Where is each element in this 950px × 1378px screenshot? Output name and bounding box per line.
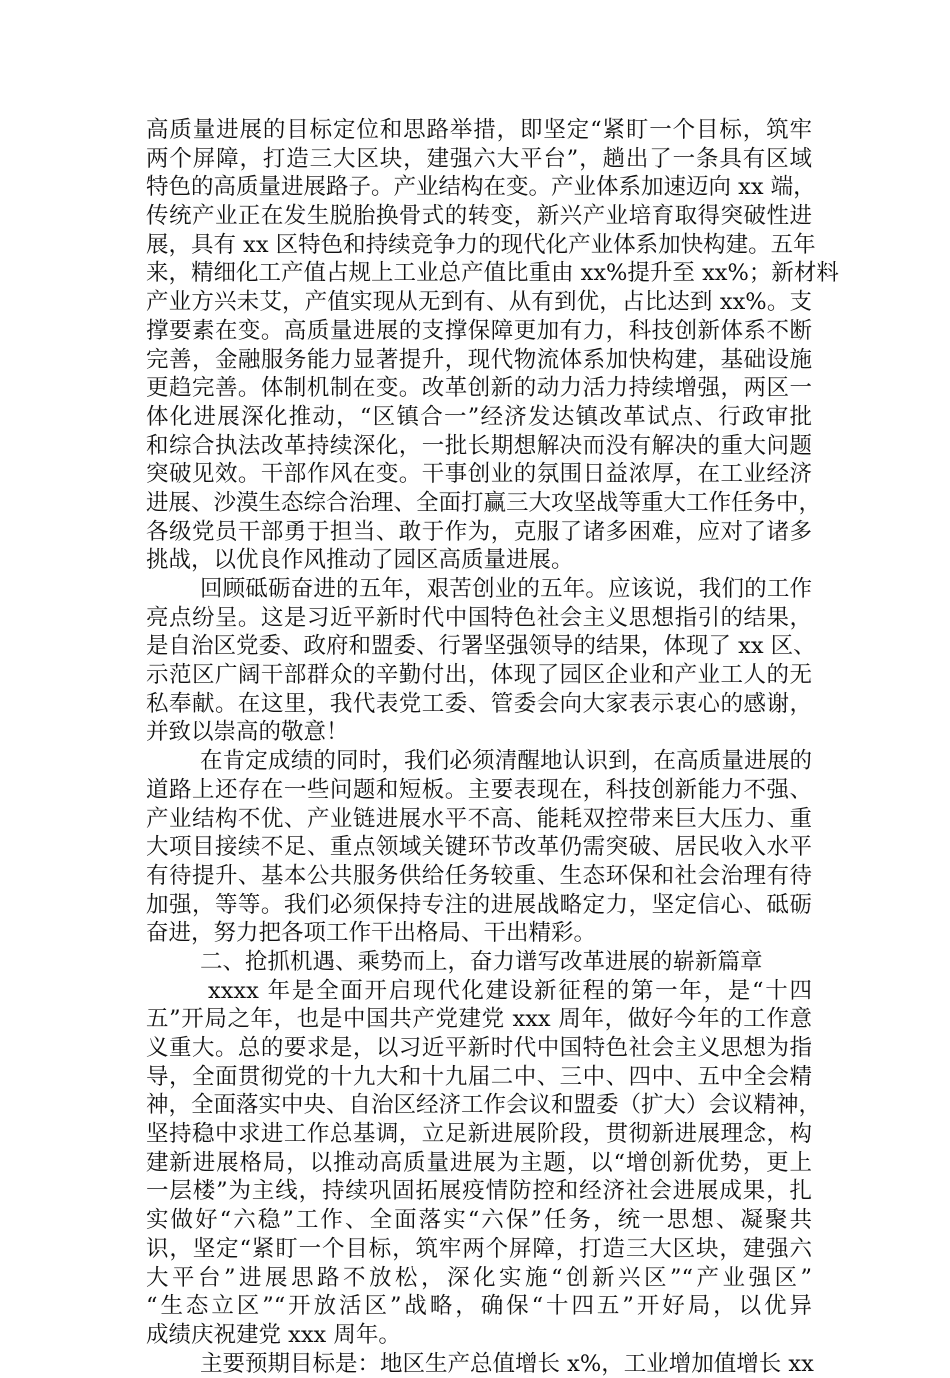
text-line: 产业结构不优、产业链进展水平不高、能耗双控带来巨大压力、重	[146, 805, 812, 832]
text-line: 两个屏障，打造三大区块，建强六大平台”，趟出了一条具有区域	[146, 145, 812, 172]
text-line: 展，具有 xx 区特色和持续竞争力的现代化产业体系加快构建。五年	[146, 231, 816, 258]
document-body	[146, 116, 839, 1378]
text-line: 是自治区党委、政府和盟委、行署坚强领导的结果，体现了 xx 区、	[146, 633, 816, 660]
text-line: 实做好“六稳”工作、全面落实“六保”任务，统一思想、凝聚共	[146, 1207, 812, 1234]
text-line: 各级党员干部勇于担当、敢于作为，克服了诸多困难，应对了诸多	[146, 518, 812, 545]
paragraph-end-line: 奋进，努力把各项工作干出格局、干出精彩。	[146, 920, 597, 947]
text-line: 大项目接续不足、重点领域关键环节改革仍需突破、居民收入水平	[146, 834, 812, 861]
text-line: 撑要素在变。高质量进展的支撑保障更加有力，科技创新体系不断	[146, 317, 812, 344]
text-line: 道路上还存在一些问题和短板。主要表现在，科技创新能力不强、	[146, 776, 812, 803]
text-line: 产业方兴未艾，产值实现从无到有、从有到优，占比达到 xx%。支	[146, 289, 812, 316]
text-line: 更趋完善。体制机制在变。改革创新的动力活力持续增强，两区一	[146, 375, 812, 402]
text-line: 建新进展格局，以推动高质量进展为主题，以“增创新优势，更上	[146, 1149, 812, 1176]
paragraph-first-line: 主要预期目标是：地区生产总值增长 x%，工业增加值增长 xx	[200, 1350, 814, 1377]
text-line: 体化进展深化推动，“区镇合一”经济发达镇改革试点、行政审批	[146, 403, 812, 430]
text-line: 私奉献。在这里，我代表党工委、管委会向大家表示衷心的感谢，	[146, 690, 812, 717]
text-line: 五”开局之年，也是中国共产党建党 xxx 周年，做好今年的工作意	[146, 1006, 812, 1033]
section-heading: 二、抢抓机遇、乘势而上，奋力谱写改革进展的崭新篇章	[200, 948, 763, 975]
text-line: 特色的高质量进展路子。产业结构在变。产业体系加速迈向 xx 端，	[146, 174, 816, 201]
text-line: 和综合执法改革持续深化，一批长期想解决而没有解决的重大问题	[146, 432, 812, 459]
paragraph-first-line: xxxx 年是全面开启现代化建设新征程的第一年，是“十四	[208, 977, 812, 1004]
text-line: 突破见效。干部作风在变。干事创业的氛围日益浓厚，在工业经济	[146, 461, 812, 488]
text-line: 坚持稳中求进工作总基调，立足新进展阶段，贯彻新进展理念，构	[146, 1121, 812, 1148]
paragraph-end-line: 成绩庆祝建党 xxx 周年。	[146, 1321, 401, 1348]
text-line: 亮点纷呈。这是习近平新时代中国特色社会主义思想指引的结果，	[146, 604, 812, 631]
text-line: 来，精细化工产值占规上工业总产值比重由 xx%提升至 xx%；新材料	[146, 260, 839, 287]
text-line: 传统产业正在发生脱胎换骨式的转变，新兴产业培育取得突破性进	[146, 203, 812, 230]
text-line: 导，全面贯彻党的十九大和十九届二中、三中、四中、五中全会精	[146, 1063, 812, 1090]
paragraph-end-line: 并致以崇高的敬意！	[146, 719, 349, 746]
text-line: 义重大。总的要求是，以习近平新时代中国特色社会主义思想为指	[146, 1035, 812, 1061]
text-line: “生态立区”“开放活区”战略，确保“十四五”开好局，以优异	[146, 1293, 812, 1320]
text-line: 一层楼”为主线，持续巩固拓展疫情防控和经济社会进展成果，扎	[146, 1178, 812, 1205]
text-line: 神，全面落实中央、自治区经济工作会议和盟委（扩大）会议精神，	[146, 1092, 822, 1119]
text-line: 有待提升、基本公共服务供给任务较重、生态环保和社会治理有待	[146, 862, 812, 889]
text-line: 示范区广阔干部群众的辛勤付出，体现了园区企业和产业工人的无	[146, 662, 812, 689]
text-line: 大平台”进展思路不放松，深化实施“创新兴区”“产业强区”	[146, 1264, 812, 1291]
text-line: 加强，等等。我们必须保持专注的进展战略定力，坚定信心、砥砺	[146, 891, 812, 918]
text-line: 高质量进展的目标定位和思路举措，即坚定“紧盯一个目标，筑牢	[146, 117, 812, 143]
text-line: 识，坚定“紧盯一个目标，筑牢两个屏障，打造三大区块，建强六	[146, 1235, 812, 1262]
paragraph-first-line: 在肯定成绩的同时，我们必须清醒地认识到，在高质量进展的	[200, 748, 812, 775]
paragraph-first-line: 回顾砥砺奋进的五年，艰苦创业的五年。应该说，我们的工作	[200, 576, 812, 602]
text-line: 完善，金融服务能力显著提升，现代物流体系加快构建，基础设施	[146, 346, 812, 373]
paragraph-end-line: 挑战，以优良作风推动了园区高质量进展。	[146, 547, 574, 574]
text-line: 进展、沙漠生态综合治理、全面打赢三大攻坚战等重大工作任务中，	[146, 489, 822, 516]
